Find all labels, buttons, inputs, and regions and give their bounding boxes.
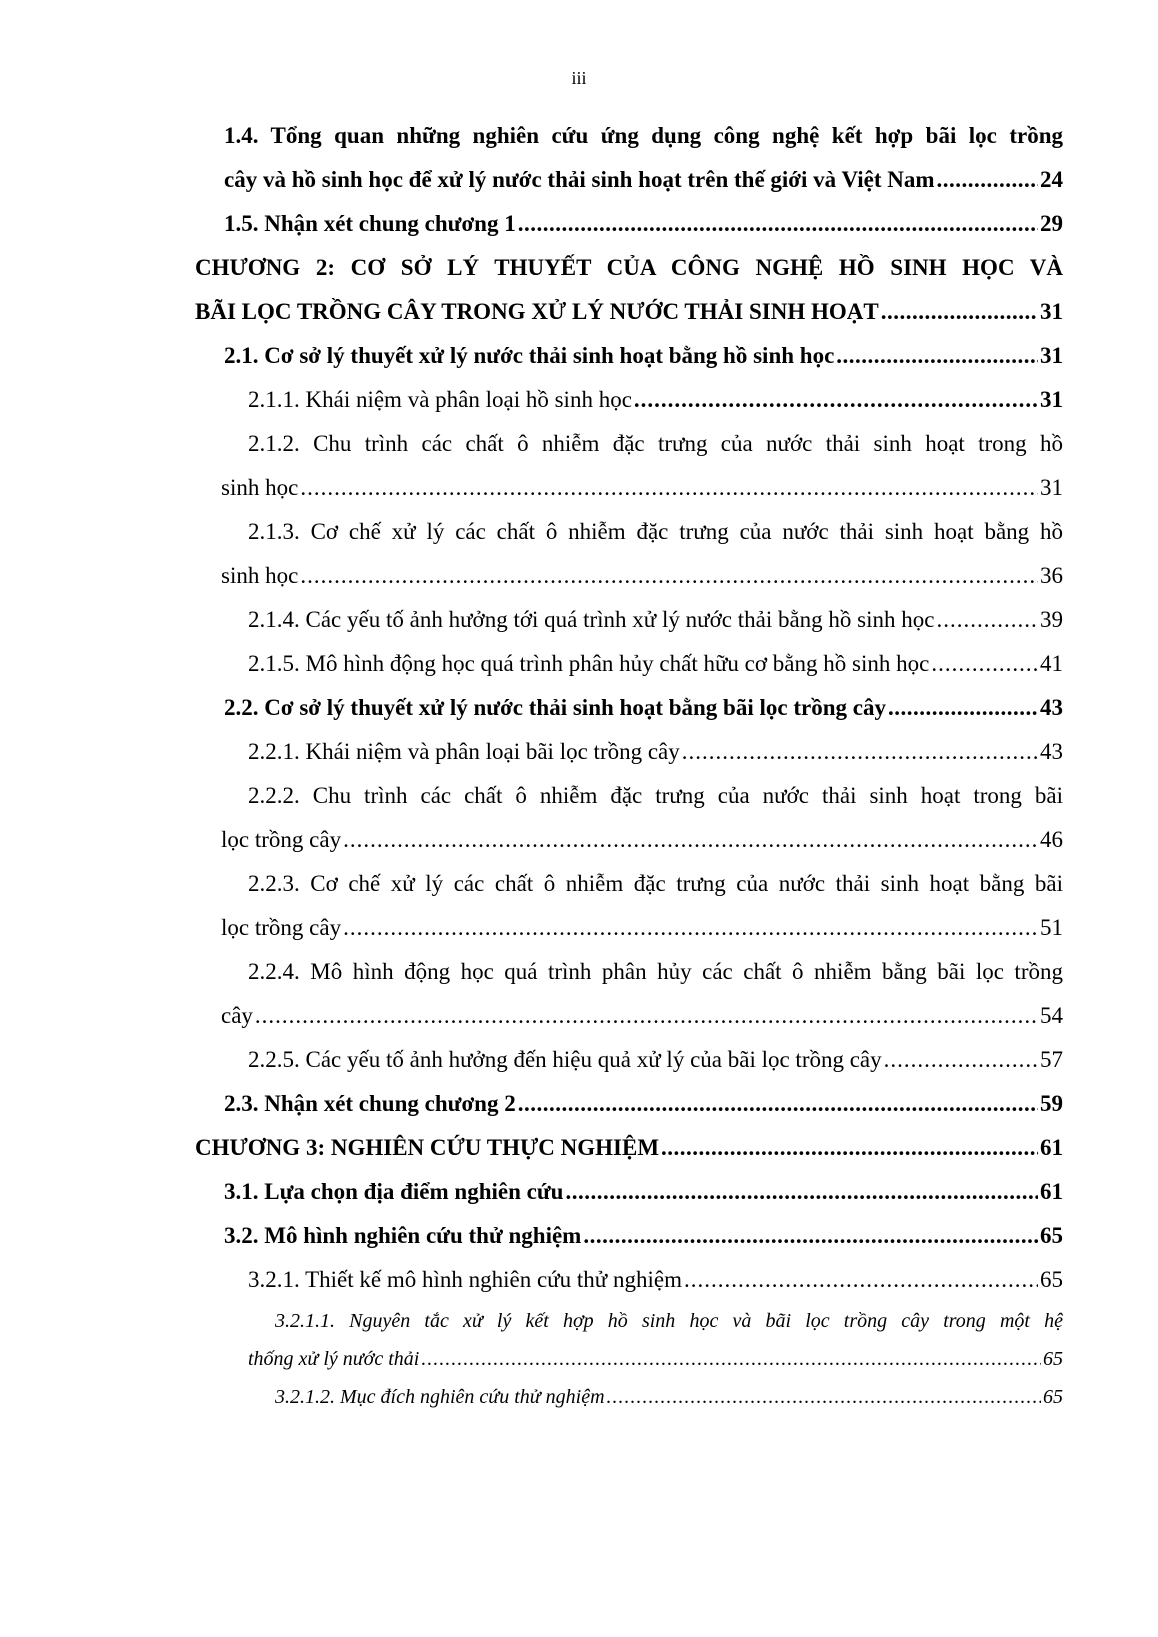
toc-entry-title: 2.2. Cơ sở lý thuyết xử lý nước thải sinh hoạt bằng bãi lọc trồng cây (224, 695, 886, 720)
toc-line: 3.2.1.1. Nguyên tắc xử lý kết hợp hồ sinh học và bãi lọc trồng cây trong một hệ (275, 1310, 1063, 1332)
toc-entry-title: cây và hồ sinh học để xử lý nước thải sinh hoạt trên thế giới và Việt Nam (224, 167, 935, 192)
toc-page-number: 51 (1040, 915, 1063, 940)
toc-line (221, 818, 1063, 862)
toc-page-number: 31 (1040, 387, 1063, 412)
toc-entry-title: sinh học (221, 475, 299, 500)
dot-leader (884, 1038, 1038, 1082)
toc-page-number: 65 (1040, 1267, 1063, 1292)
toc-page-number: 24 (1040, 167, 1063, 192)
toc-line: CHƯƠNG 2: CƠ SỞ LÝ THUYẾT CỦA CÔNG NGHỆ HỒ SINH HỌC VÀ (195, 255, 1063, 280)
toc-page-number: 43 (1040, 739, 1063, 764)
toc-page-number: 57 (1040, 1047, 1063, 1072)
toc-page-number: 31 (1040, 475, 1063, 500)
toc-entry-2-3[interactable] (224, 1082, 1063, 1126)
toc-entry-2-1[interactable] (224, 334, 1063, 378)
toc-line (224, 1170, 1063, 1214)
toc-line (221, 1258, 1063, 1302)
dot-leader (836, 334, 1038, 378)
toc-entry-2-2-1[interactable] (221, 730, 1063, 774)
toc-entry-title: 2.1.4. Các yếu tố ảnh hưởng tới quá trình xử lý nước thải bằng hồ sinh học (248, 607, 935, 632)
toc-entry-2-2[interactable] (224, 686, 1063, 730)
toc-entry-title: 2.2.5. Các yếu tố ảnh hưởng đến hiệu quả xử lý của bãi lọc trồng cây (248, 1047, 882, 1072)
dot-leader (565, 1170, 1038, 1214)
dot-leader (881, 290, 1038, 334)
toc-entry-title: 2.1.5. Mô hình động học quá trình phân hủy chất hữu cơ bằng hồ sinh học (248, 651, 930, 676)
toc-line (248, 1340, 1063, 1378)
toc-entry-chapter-3[interactable] (195, 1126, 1063, 1170)
toc-entry-title: 3.2.1. Thiết kế mô hình nghiên cứu thử nghiệm (248, 1267, 682, 1292)
toc-line (224, 686, 1063, 730)
toc-entry-3-2[interactable] (224, 1214, 1063, 1258)
toc-page-number: 65 (1043, 1348, 1063, 1370)
dot-leader (300, 466, 1038, 510)
dot-leader (343, 818, 1038, 862)
dot-leader (607, 1378, 1041, 1416)
toc-entry-title: 2.1. Cơ sở lý thuyết xử lý nước thải sinh hoạt bằng hồ sinh học (224, 343, 835, 368)
toc-entry-title: 2.3. Nhận xét chung chương 2 (224, 1091, 516, 1116)
toc-page-number: 46 (1040, 827, 1063, 852)
dot-leader (684, 1258, 1038, 1302)
dot-leader (661, 1126, 1038, 1170)
page-number: iii (571, 68, 587, 88)
toc-entry-2-1-5[interactable] (221, 642, 1063, 686)
toc-page-number: 43 (1040, 695, 1063, 720)
toc-line (224, 1214, 1063, 1258)
toc-entry-title: 3.1. Lựa chọn địa điểm nghiên cứu (224, 1179, 564, 1204)
toc-entry-2-2-3[interactable] (221, 862, 1063, 950)
toc-entry-2-2-2[interactable] (221, 774, 1063, 862)
toc-page-number: 39 (1040, 607, 1063, 632)
toc-line (195, 1126, 1063, 1170)
toc-entry-2-1-3[interactable] (221, 510, 1063, 598)
toc-line: 2.1.3. Cơ chế xử lý các chất ô nhiễm đặc trưng của nước thải sinh hoạt bằng hồ (248, 519, 1063, 544)
toc-line (221, 554, 1063, 598)
dot-leader (682, 730, 1038, 774)
toc-line (224, 334, 1063, 378)
toc-line (248, 1378, 1063, 1416)
toc-entry-title: 1.5. Nhận xét chung chương 1 (224, 211, 516, 236)
toc-page-number: 59 (1040, 1091, 1063, 1116)
toc-line: 2.2.2. Chu trình các chất ô nhiễm đặc trưng của nước thải sinh hoạt trong bãi (248, 783, 1063, 808)
toc-line (221, 906, 1063, 950)
table-of-contents (0, 114, 1158, 1416)
dot-leader (518, 1082, 1038, 1126)
toc-page-number: 61 (1040, 1135, 1063, 1160)
dot-leader (343, 906, 1038, 950)
toc-page-number: 65 (1040, 1223, 1063, 1248)
toc-line (221, 994, 1063, 1038)
toc-line: 1.4. Tổng quan những nghiên cứu ứng dụng công nghệ kết hợp bãi lọc trồng (224, 123, 1063, 148)
toc-entry-title: sinh học (221, 563, 299, 588)
toc-page-number: 31 (1040, 299, 1063, 324)
toc-entry-title: lọc trồng cây (221, 915, 342, 940)
toc-entry-title: 2.2.1. Khái niệm và phân loại bãi lọc trồng cây (248, 739, 680, 764)
dot-leader (931, 642, 1038, 686)
toc-entry-1-5[interactable] (224, 202, 1063, 246)
dot-leader (300, 554, 1038, 598)
toc-line (221, 466, 1063, 510)
toc-entry-title: 3.2. Mô hình nghiên cứu thử nghiệm (224, 1223, 582, 1248)
toc-entry-2-1-2[interactable] (221, 422, 1063, 510)
toc-line (221, 1038, 1063, 1082)
toc-line (224, 1082, 1063, 1126)
toc-line (221, 642, 1063, 686)
dot-leader (421, 1340, 1041, 1378)
toc-page-number: 29 (1040, 211, 1063, 236)
dot-leader (888, 686, 1038, 730)
toc-line: 2.1.2. Chu trình các chất ô nhiễm đặc trưng của nước thải sinh hoạt trong hồ (248, 431, 1063, 456)
toc-page-number: 61 (1040, 1179, 1063, 1204)
toc-entry-3-2-1-2[interactable] (248, 1378, 1063, 1416)
toc-line (221, 598, 1063, 642)
toc-entry-3-2-1[interactable] (221, 1258, 1063, 1302)
toc-line (221, 378, 1063, 422)
toc-entry-2-2-5[interactable] (221, 1038, 1063, 1082)
toc-entry-2-1-1[interactable] (221, 378, 1063, 422)
toc-entry-1-4[interactable] (224, 114, 1063, 202)
toc-entry-chapter-2[interactable] (195, 246, 1063, 334)
toc-line (224, 202, 1063, 246)
toc-line: 2.2.3. Cơ chế xử lý các chất ô nhiễm đặc trưng của nước thải sinh hoạt bằng bãi (248, 871, 1063, 896)
dot-leader (583, 1214, 1038, 1258)
toc-entry-title: 2.1.1. Khái niệm và phân loại hồ sinh học (248, 387, 632, 412)
dot-leader (634, 378, 1038, 422)
toc-line (221, 730, 1063, 774)
toc-entry-2-2-4[interactable] (221, 950, 1063, 1038)
toc-entry-title: thống xử lý nước thải (248, 1348, 420, 1370)
toc-entry-3-2-1-1[interactable] (248, 1302, 1063, 1378)
toc-entry-title: BÃI LỌC TRỒNG CÂY TRONG XỬ LÝ NƯỚC THẢI SINH HOẠT (195, 299, 879, 324)
toc-entry-title: CHƯƠNG 3: NGHIÊN CỨU THỰC NGHIỆM (195, 1135, 660, 1160)
toc-entry-title: 3.2.1.2. Mục đích nghiên cứu thử nghiệm (275, 1386, 605, 1408)
dot-leader (518, 202, 1038, 246)
toc-entry-3-1[interactable] (224, 1170, 1063, 1214)
dot-leader (255, 994, 1038, 1038)
toc-page-number: 41 (1040, 651, 1063, 676)
toc-page-number: 65 (1043, 1386, 1063, 1408)
dot-leader (937, 158, 1038, 202)
toc-line (224, 158, 1063, 202)
toc-line (195, 290, 1063, 334)
toc-page-number: 54 (1040, 1003, 1063, 1028)
toc-page-number: 31 (1040, 343, 1063, 368)
dot-leader (936, 598, 1038, 642)
toc-entry-title: lọc trồng cây (221, 827, 342, 852)
toc-page-number: 36 (1040, 563, 1063, 588)
toc-entry-title: cây (221, 1003, 253, 1028)
toc-entry-2-1-4[interactable] (221, 598, 1063, 642)
toc-line: 2.2.4. Mô hình động học quá trình phân hủy các chất ô nhiễm bằng bãi lọc trồng (248, 959, 1063, 984)
